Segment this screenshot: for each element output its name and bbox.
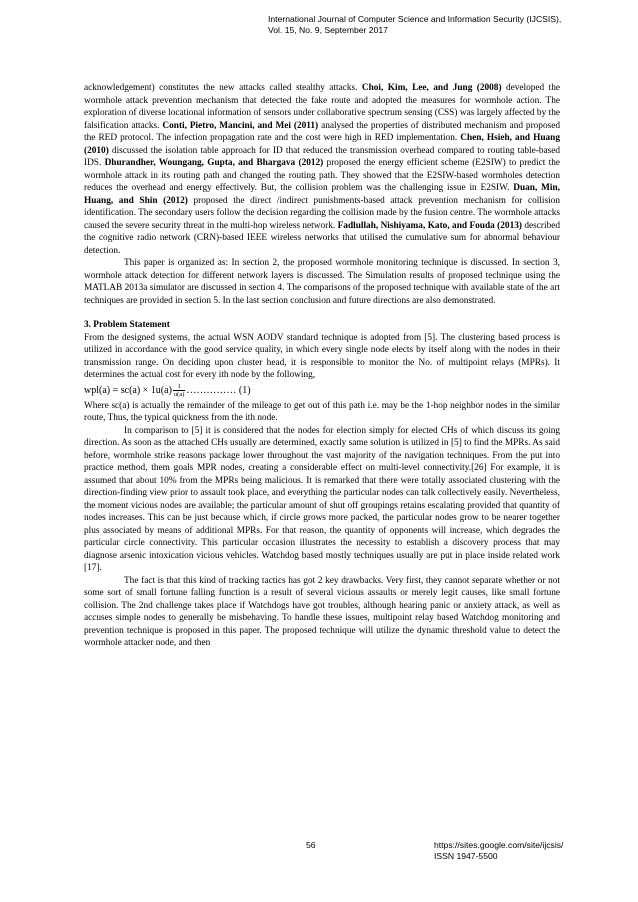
journal-volume: Vol. 15, No. 9, September 2017	[268, 25, 388, 35]
text-run: analysed the properties of distributed mechanism and proposed the RED protocol. The infection propagation rate and the cost were high in RED implementation.	[84, 120, 560, 143]
paragraph-related-work	[84, 82, 560, 257]
paragraph-problem: From the designed systems, the actual WSN AODV standard technique is adopted from [5]. The clustering based process is utilized in accordance with the good service quality, in which every single node elects by itself along with the nodes in their transmission range. On deciding upon cluster head, it is responsible to monitor the No. of multipoint relays (MPRs). It determines the actual cost for every ith node by the following,	[84, 332, 560, 380]
equation-lhs: wpl(a) = sc(a) × 1u(a)	[84, 384, 172, 396]
citation-fadlullah: Fadlullah, Nishiyama, Kato, and Fouda (2013)	[337, 220, 522, 231]
paragraph-organization: This paper is organized as: In section 2, the proposed wormhole monitoring technique is discussed. In section 3, wormhole attack detection for different network layers is discussed. The Simulation results of proposed technique using the MATLAB 2013a simulator are discussed in section 4. The comparisons of the proposed technique with available state of the art techniques are provided in section 5. In the last section conclusion and future directions are also demonstrated.	[84, 258, 560, 306]
footer-issn: ISSN 1947-5500	[434, 851, 498, 861]
main-body	[84, 82, 560, 650]
text-run: proposed the direct /indirect punishments-based attack prevention mechanism for collision identification. The secondary users follow the decision regarding the collision made by the fusion centre. The wormhole attacks caused the severe security threat in the multi-hop wireless network.	[84, 195, 560, 231]
text-run: acknowledgement) constitutes the new attacks called stealthy attacks.	[84, 83, 362, 93]
page-number: 56	[306, 840, 316, 850]
text-run: proposed the energy efficient scheme (E2SIW) to predict the wormhole attack in its routing path and changed the routing path. They showed that the E2SIW-based wormholes detection reduces the overhead and energy effectively. But, the collision problem was the challenging issue in E2SIW.	[84, 158, 560, 193]
equation-1	[84, 383, 560, 398]
text-run: discussed the isolation table approach for ID that reduced the transmission overhead compared to routing table-based IDS.	[84, 145, 560, 168]
fraction-numerator: 1	[173, 383, 185, 391]
text-run: described the cognitive radio network (CRN)-based IEEE wireless networks that utilised the cumulative sum for abnormal behaviour detection.	[84, 220, 561, 256]
paragraph-drawbacks: The fact is that this kind of tracking tactics has got 2 key drawbacks. Very first, they cannot separate whether or not some sort of small fortune falling function is a result of several vicious assaults or merely legit causes, like small fortune collision. The 2nd challenge takes place if Watchdogs have got troubles, although hearing panic or anxiety attack, as well as accuses simple nodes to generally be misbehaving. To handle these issues, multipoint relay based Watchdog monitoring and prevention technique is proposed in this paper. The proposed technique will utilize the dynamic threshold value to detect the wormhole attacker node, and then	[84, 575, 560, 648]
equation-fraction	[173, 383, 185, 398]
paragraph-where: Where sc(a) is actually the remainder of the mileage to get out of this path i.e. may be the 1-hop neighbor nodes in the similar route, Thus, the typical quickness from the ith node.	[84, 400, 560, 423]
fraction-denominator: u(a)	[173, 390, 185, 398]
citation-conti: Conti, Pietro, Mancini, and Mei (2011)	[162, 120, 319, 131]
text-run: developed the wormhole attack prevention mechanism that detected the fake route and adopted the measures for wormhole action. The exploration of diverse locational information of sensors under collaborative spectrum sensing (CSS) was largely affected by the falsification attacks.	[84, 83, 560, 131]
equation-number: …………… (1)	[186, 384, 251, 396]
citation-choi: Choi, Kim, Lee, and Jung (2008)	[361, 83, 502, 93]
footer-info	[434, 840, 604, 862]
journal-title: International Journal of Computer Science and Information Security (IJCSIS),	[268, 14, 562, 24]
section-heading: 3. Problem Statement	[84, 320, 170, 330]
footer-url: https://sites.google.com/site/ijcsis/	[434, 840, 564, 850]
citation-dhurandher: Dhurandher, Woungang, Gupta, and Bhargava (2012)	[104, 158, 324, 168]
running-header	[268, 14, 598, 36]
paragraph-comparison: In comparison to [5] it is considered that the nodes for election simply for elected CHs of which discuss its going direction. As soon as the attached CHs usually are determined, exactly same solution is utilized in [5] to find the MPRs. As said before, wormhole strike reasons package lower throughout the vast majority of the navigation techniques. From the put into practice method, them goals MPR nodes, creating a considerable effect on multi-level connectivity.[26] For example, it is assumed that about 10% from the MPRs being malicious. It is remarked that there were totally associated clustering with the direction-finding view prior to assault took place, and everything the particular nodes can talk collectively easily. Nevertheless, the moment vicious nodes are available; the particular amount of shut off groupings retains escalating provided that quantity of nodes increases. This can be just because which, if circle grows more packed, the particular nodes grow to be nearer together plus associated by means of additional MPRs. For that reason, the quantity of opponents will increase, which degrades the particular circle connectivity. This particular occasion illustrates the necessity to establish a discovery process that may diagnose arsenic intoxication vicious vehicles. Watchdog based mostly techniques usually are put in place inside related work [17].	[84, 425, 560, 573]
citation-duan: Duan, Min, Huang, and Shin (2012)	[84, 183, 560, 206]
citation-chen: Chen, Hsieh, and Huang (2010)	[84, 133, 560, 156]
